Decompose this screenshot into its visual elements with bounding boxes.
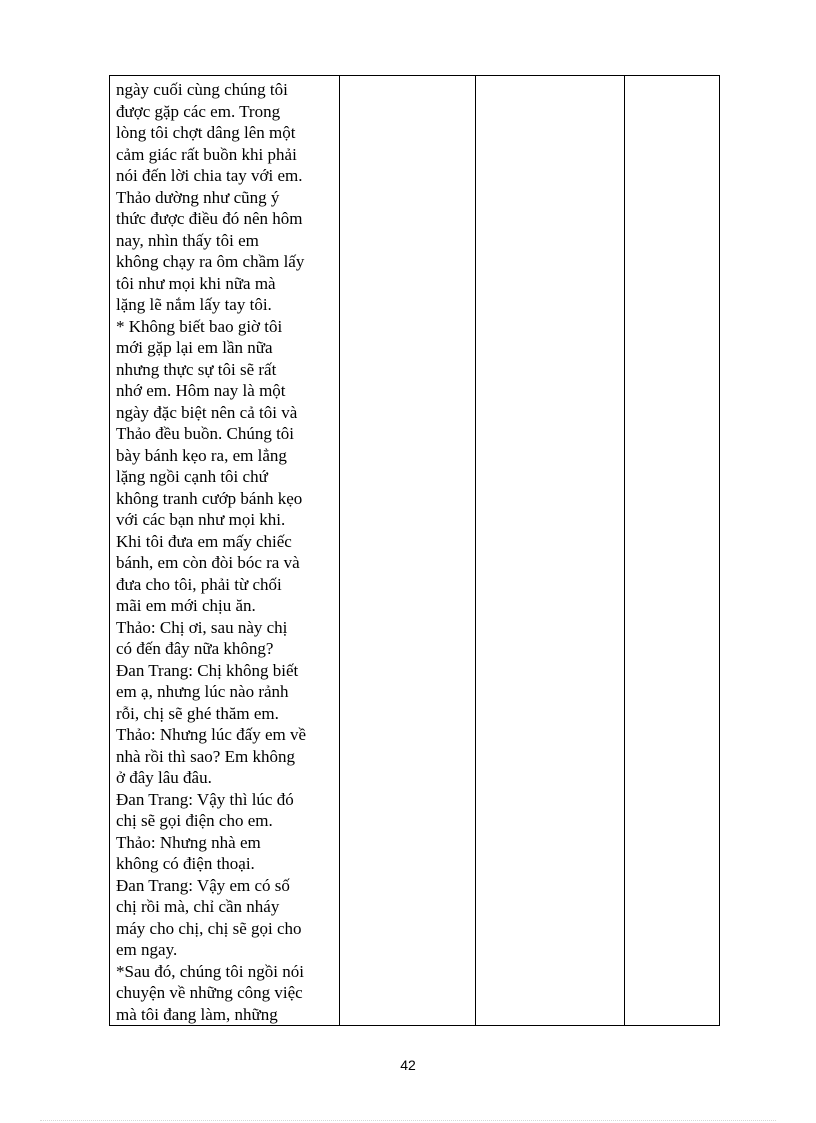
narrative-line: lặng ngồi cạnh tôi chứ xyxy=(116,467,268,486)
table-row xyxy=(110,76,720,1026)
narrative-line: máy cho chị, chị sẽ gọi cho xyxy=(116,918,302,938)
narrative-line: chị rồi mà, chỉ cần nháy xyxy=(116,897,280,916)
narrative-line: em ạ, nhưng lúc nào rảnh xyxy=(116,682,289,701)
narrative-line: chị sẽ gọi điện cho em. xyxy=(116,811,273,830)
narrative-text xyxy=(110,76,339,1025)
narrative-line: Đan Trang: Vậy em có số xyxy=(116,875,290,895)
table-cell-empty-2 xyxy=(340,76,476,1026)
narrative-line: Thảo: Chị ơi, sau này chị xyxy=(116,617,288,637)
narrative-line: Đan Trang: Vậy thì lúc đó xyxy=(116,789,294,809)
narrative-line: Thảo: Nhưng nhà em xyxy=(116,832,261,852)
narrative-line: nhưng thực sự tôi sẽ rất xyxy=(116,359,277,379)
cell-3-text xyxy=(476,76,624,79)
narrative-line: cảm giác rất buồn khi phải xyxy=(116,144,297,164)
narrative-line: nói đến lời chia tay với em. xyxy=(116,166,303,185)
narrative-line: *Sau đó, chúng tôi ngồi nói xyxy=(116,961,304,981)
narrative-line: tôi như mọi khi nữa mà xyxy=(116,273,276,293)
narrative-line: nhà rồi thì sao? Em không xyxy=(116,746,295,766)
narrative-line: Thảo đều buồn. Chúng tôi xyxy=(116,424,295,443)
narrative-line: lòng tôi chợt dâng lên một xyxy=(116,123,296,142)
narrative-line: mà tôi đang làm, những xyxy=(116,1004,278,1024)
narrative-line: ngày cuối cùng chúng tôi xyxy=(116,80,288,99)
narrative-line: bánh, em còn đòi bóc ra và xyxy=(116,553,300,572)
page-bottom-rule xyxy=(40,1120,776,1121)
narrative-line: lặng lẽ nắm lấy tay tôi. xyxy=(116,295,272,314)
narrative-line: mãi em mới chịu ăn. xyxy=(116,596,256,615)
narrative-line: không tranh cướp bánh kẹo xyxy=(116,488,303,508)
narrative-line: em ngay. xyxy=(116,940,178,959)
table-cell-empty-4 xyxy=(625,76,720,1026)
narrative-line: * Không biết bao giờ tôi xyxy=(116,316,283,336)
narrative-line: có đến đây nữa không? xyxy=(116,639,274,658)
narrative-line: không có điện thoại. xyxy=(116,854,255,873)
narrative-line: ngày đặc biệt nên cả tôi và xyxy=(116,402,298,422)
narrative-line: được gặp các em. Trong xyxy=(116,101,281,121)
narrative-line: nhớ em. Hôm nay là một xyxy=(116,381,286,400)
narrative-line: không chạy ra ôm chầm lấy xyxy=(116,252,305,271)
narrative-line: chuyện về những công việc xyxy=(116,983,303,1002)
cell-4-text xyxy=(625,76,719,79)
narrative-line: ở đây lâu đâu. xyxy=(116,768,212,787)
narrative-line: Đan Trang: Chị không biết xyxy=(116,660,299,680)
content-table xyxy=(109,75,720,1026)
narrative-line: Thảo dường như cũng ý xyxy=(116,187,280,207)
narrative-line: mới gặp lại em lần nữa xyxy=(116,338,273,357)
narrative-line: rỗi, chị sẽ ghé thăm em. xyxy=(116,703,279,723)
table-cell-narrative xyxy=(110,76,340,1026)
narrative-line: nay, nhìn thấy tôi em xyxy=(116,230,259,250)
narrative-line: Khi tôi đưa em mấy chiếc xyxy=(116,531,292,551)
cell-2-text xyxy=(340,76,475,79)
page-number: 42 xyxy=(400,1057,416,1073)
narrative-line: bày bánh kẹo ra, em lẳng xyxy=(116,445,287,465)
narrative-line: Thảo: Nhưng lúc đấy em về xyxy=(116,725,307,744)
narrative-line: với các bạn như mọi khi. xyxy=(116,510,286,529)
narrative-line: đưa cho tôi, phải từ chối xyxy=(116,574,282,594)
narrative-line: thức được điều đó nên hôm xyxy=(116,209,303,228)
table-cell-empty-3 xyxy=(476,76,625,1026)
